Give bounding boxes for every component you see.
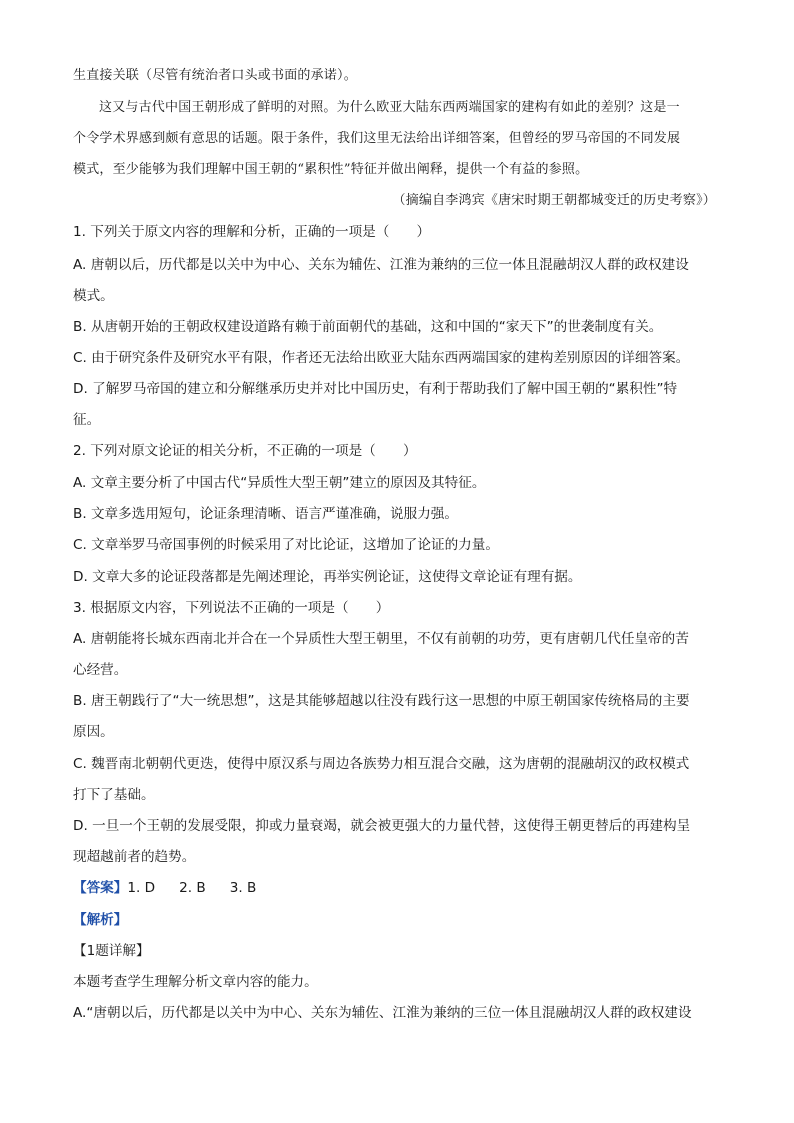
- question-2-option-a: A. 文章主要分析了中国古代“异质性大型王朝”建立的原因及其特征。: [73, 475, 486, 491]
- question-2-stem: 2. 下列对原文论证的相关分析，不正确的一项是（ ）: [73, 443, 417, 459]
- question-2-option-d: D. 文章大多的论证段落都是先阐述理论，再举实例论证，这使得文章论证有理有据。: [73, 569, 582, 585]
- passage-line: 这又与古代中国王朝形成了鲜明的对照。为什么欧亚大陆东西两端国家的建构有如此的差别？这是一: [99, 100, 680, 115]
- question-3-option-d: D. 一旦一个王朝的发展受限，抑或力量衰竭，就会被更强大的力量代替，这使得王朝更替后的再建构呈: [73, 818, 691, 834]
- answer-label: 【答案】: [73, 880, 128, 896]
- question-3-option-c: C. 魏晋南北朝朝代更迭，使得中原汉系与周边各族势力相互混合交融，这为唐朝的混融胡汉的政权模式: [73, 756, 690, 772]
- question-3-option-b: B. 唐王朝践行了“大一统思想”，这是其能够超越以往没有践行这一思想的中原王朝国家传统格局的主要: [73, 693, 690, 709]
- question-3-option-b-cont: 原因。: [73, 724, 114, 740]
- analysis-intro: 本题考查学生理解分析文章内容的能力。: [73, 974, 318, 990]
- passage-line: 模式，至少能够为我们理解中国王朝的“累积性”特征并做出阐释，提供一个有益的参照。: [73, 162, 589, 177]
- answer-line: [73, 878, 256, 898]
- question-3-option-c-cont: 打下了基础。: [73, 787, 155, 803]
- analysis-line: A.“唐朝以后，历代都是以关中为中心、关东为辅佐、江淮为兼纳的三位一体且混融胡汉人群的政权建设: [73, 1005, 692, 1021]
- question-1-option-b: B. 从唐朝开始的王朝政权建设道路有赖于前面朝代的基础，这和中国的“家天下”的世袭制度有关。: [73, 319, 663, 335]
- question-1-option-d-cont: 征。: [73, 412, 101, 428]
- answer-1: 1. D: [127, 880, 156, 896]
- question-1-option-a: A. 唐朝以后，历代都是以关中为中心、关东为辅佐、江淮为兼纳的三位一体且混融胡汉人群的政权建设: [73, 257, 689, 273]
- detail-title: 【1题详解】: [73, 943, 150, 959]
- question-1-stem: 1. 下列关于原文内容的理解和分析，正确的一项是（ ）: [73, 224, 431, 240]
- question-3-option-a: A. 唐朝能将长城东西南北并合在一个异质性大型王朝里，不仅有前朝的功劳，更有唐朝几代任皇帝的苦: [73, 631, 689, 647]
- question-3-stem: 3. 根据原文内容，下列说法不正确的一项是（ ）: [73, 600, 390, 616]
- question-1-option-c: C. 由于研究条件及研究水平有限，作者还无法给出欧亚大陆东西两端国家的建构差别原因的详细答案。: [73, 350, 690, 366]
- passage-line: 生直接关联（尽管有统治者口头或书面的承诺）。: [73, 68, 357, 83]
- question-1-option-d: D. 了解罗马帝国的建立和分解继承历史并对比中国历史，有利于帮助我们了解中国王朝的“累积性”特: [73, 381, 678, 397]
- question-2-option-c: C. 文章举罗马帝国事例的时候采用了对比论证，这增加了论证的力量。: [73, 537, 499, 553]
- question-3-option-d-cont: 现超越前者的趋势。: [73, 849, 196, 865]
- question-1-option-a-cont: 模式。: [73, 288, 114, 304]
- answer-3: 3. B: [229, 880, 257, 896]
- question-2-option-b: B. 文章多选用短句，论证条理清晰、语言严谨准确，说服力强。: [73, 506, 458, 522]
- answer-2: 2. B: [179, 880, 206, 896]
- question-3-option-a-cont: 心经营。: [73, 662, 128, 678]
- passage-source: （摘编自李鸿宾《唐宋时期王朝都城变迁的历史考察》）: [392, 193, 716, 208]
- analysis-label: 【解析】: [73, 912, 128, 928]
- passage-line: 个令学术界感到颇有意思的话题。限于条件，我们这里无法给出详细答案，但曾经的罗马帝国的不同发展: [73, 131, 681, 146]
